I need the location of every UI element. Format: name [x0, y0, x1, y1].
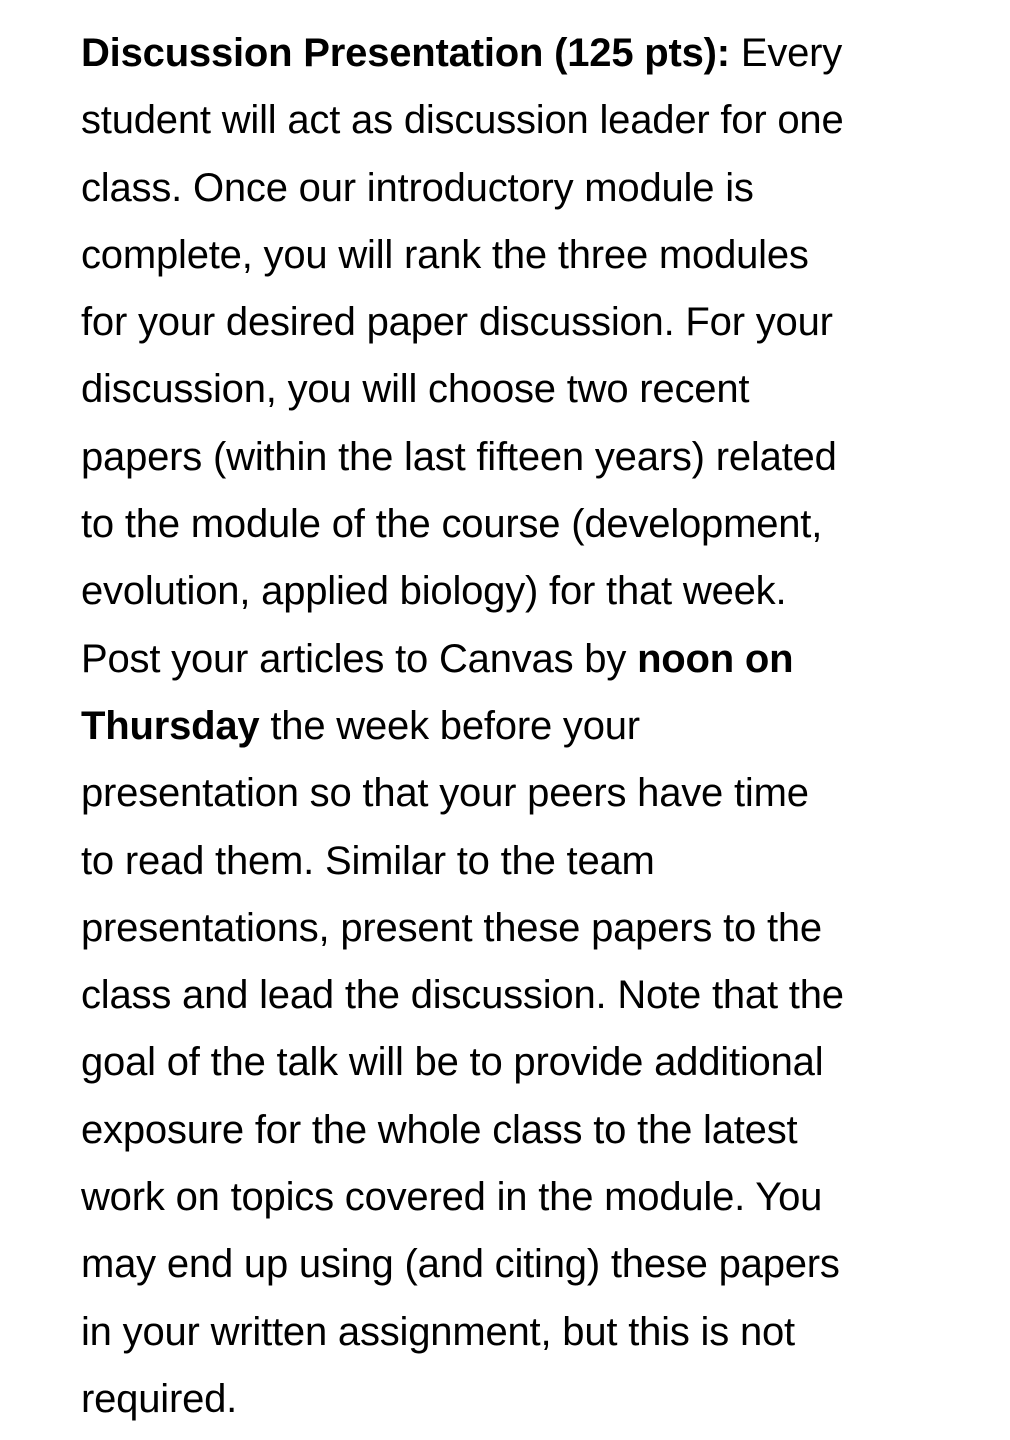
discussion-presentation-paragraph [81, 20, 1001, 1433]
text-line: work on topics covered in the module. You [81, 1175, 823, 1220]
text-line [81, 626, 1001, 693]
text-line: papers (within the last fifteen years) related [81, 434, 837, 479]
text-line: in your written assignment, but this is not [81, 1309, 795, 1354]
deadline-emphasis: noon on [637, 636, 794, 681]
text-line [81, 693, 1001, 760]
text-line: student will act as discussion leader for one [81, 98, 844, 143]
text-line: required. [81, 1376, 238, 1421]
text-line: discussion, you will choose two recent [81, 367, 750, 412]
text-segment: the week before your [259, 703, 640, 748]
deadline-day-emphasis: Thursday [81, 703, 260, 748]
text-segment: Post your articles to Canvas by [81, 636, 638, 681]
text-line: class and lead the discussion. Note that the [81, 973, 844, 1018]
text-line: exposure for the whole class to the latest [81, 1107, 798, 1152]
text-line: presentations, present these papers to the [81, 905, 822, 950]
text-line: goal of the talk will be to provide additional [81, 1040, 824, 1085]
text-line: may end up using (and citing) these papers [81, 1242, 840, 1287]
text-line: presentation so that your peers have time [81, 771, 809, 816]
text-segment: Every [729, 31, 843, 75]
text-line: evolution, applied biology) for that week. [81, 569, 787, 614]
text-line: complete, you will rank the three modules [81, 232, 809, 277]
section-heading: Discussion Presentation (125 pts): [81, 31, 730, 75]
text-line: class. Once our introductory module is [81, 165, 754, 210]
text-line [81, 20, 1001, 87]
text-line: to read them. Similar to the team [81, 838, 655, 883]
text-line: for your desired paper discussion. For your [81, 300, 833, 345]
text-line: to the module of the course (development, [81, 502, 823, 547]
